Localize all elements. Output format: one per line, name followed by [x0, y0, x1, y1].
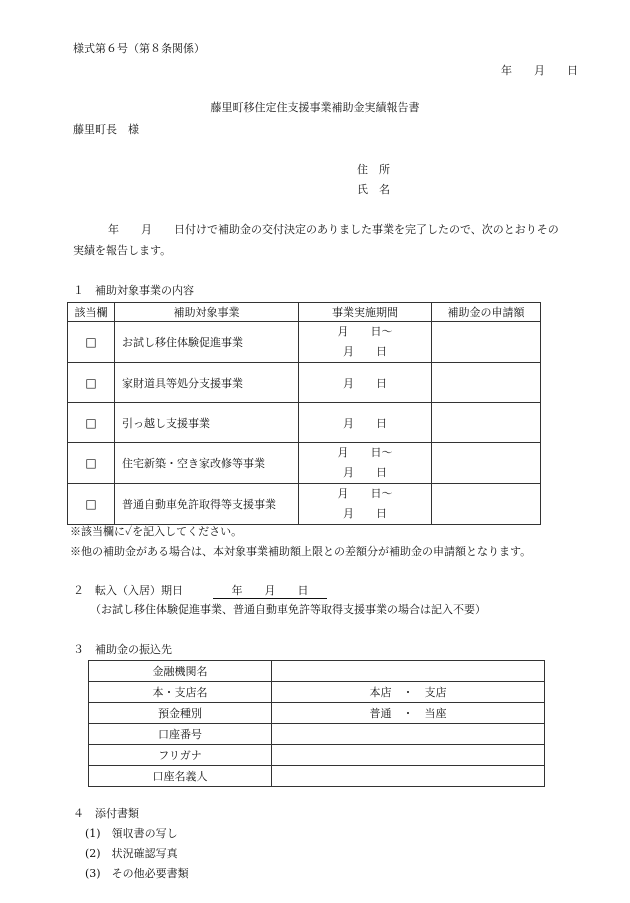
bank-row [89, 661, 545, 682]
table-row [68, 484, 541, 525]
date-line: 年 月 日 [501, 64, 578, 77]
period-end: 月 日 [343, 466, 387, 479]
table-row [68, 403, 541, 443]
bank-row [89, 703, 545, 724]
name-label: 氏 名 [357, 183, 390, 196]
bank-row [89, 682, 545, 703]
section3-heading: ３ 補助金の振込先 [73, 643, 172, 656]
table-row [68, 443, 541, 484]
bank-row-label: フリガナ [89, 745, 272, 766]
bank-row-value[interactable]: 普通 ・ 当座 [272, 703, 545, 724]
bank-row-value[interactable] [272, 745, 545, 766]
table-row [68, 322, 541, 363]
header-applicable: 該当欄 [68, 303, 115, 322]
amount-cell[interactable] [432, 484, 541, 525]
checkbox[interactable]: □ [85, 335, 97, 349]
bank-row-label: 預金種別 [89, 703, 272, 724]
period-start: 月 日～ [337, 446, 393, 459]
period-date: 月 日 [299, 403, 432, 443]
checkbox[interactable]: □ [85, 497, 97, 511]
subsidy-project-table [67, 302, 541, 525]
amount-cell[interactable] [432, 403, 541, 443]
bank-row [89, 766, 545, 787]
project-name: お試し移住体験促進事業 [115, 322, 299, 363]
bank-row-value[interactable] [272, 766, 545, 787]
header-project: 補助対象事業 [115, 303, 299, 322]
period-date: 月 日 [299, 363, 432, 403]
bank-row [89, 745, 545, 766]
bank-row [89, 724, 545, 745]
body-text-line-1: 年 月 日付けで補助金の交付決定のありました事業を完了したので、次のとおりその [108, 223, 559, 236]
period-end: 月 日 [343, 507, 387, 520]
body-text-line-2: 実績を報告します。 [73, 244, 172, 257]
section2-label: ２ 転入（入居）期日 [73, 584, 183, 597]
attachment-item: (2) 状況確認写真 [85, 847, 178, 860]
period-start: 月 日～ [337, 325, 393, 338]
bank-row-label: 金融機関名 [89, 661, 272, 682]
amount-cell[interactable] [432, 363, 541, 403]
bank-row-value[interactable]: 本店 ・ 支店 [272, 682, 545, 703]
bank-row-label: 口座名義人 [89, 766, 272, 787]
address-label: 住 所 [357, 163, 390, 176]
bank-row-value[interactable] [272, 724, 545, 745]
attachment-item: (3) その他必要書類 [85, 867, 189, 880]
project-name: 引っ越し支援事業 [115, 403, 299, 443]
note-other-subsidy: ※他の補助金がある場合は、本対象事業補助額上限との差額分が補助金の申請額となります。 [70, 545, 532, 558]
addressee: 藤里町長 様 [73, 123, 139, 136]
amount-cell[interactable] [432, 443, 541, 484]
checkbox[interactable]: □ [85, 415, 97, 430]
bank-row-label: 口座番号 [89, 724, 272, 745]
attachment-item: (1) 領収書の写し [85, 827, 178, 840]
bank-transfer-table [88, 660, 545, 787]
checkbox[interactable]: □ [85, 456, 97, 470]
bank-row-value[interactable] [272, 661, 545, 682]
note-checkmark: ※該当欄に✓を記入してください。 [70, 525, 243, 538]
section2-note: （お試し移住体験促進事業、普通自動車免許等取得支援事業の場合は記入不要） [90, 603, 486, 616]
checkbox[interactable]: □ [85, 375, 97, 390]
bank-row-label: 本・支店名 [89, 682, 272, 703]
table-header-row [68, 303, 541, 322]
table-row [68, 363, 541, 403]
period-start: 月 日～ [337, 487, 393, 500]
project-name: 家財道具等処分支援事業 [115, 363, 299, 403]
project-name: 住宅新築・空き家改修等事業 [115, 443, 299, 484]
amount-cell[interactable] [432, 322, 541, 363]
section4-heading: ４ 添付書類 [73, 807, 139, 820]
form-number: 様式第６号（第８条関係） [73, 42, 205, 55]
header-amount: 補助金の申請額 [432, 303, 541, 322]
section1-heading: １ 補助対象事業の内容 [73, 284, 194, 297]
page-title: 藤里町移住定住支援事業補助金実績報告書 [210, 101, 420, 114]
period-end: 月 日 [343, 345, 387, 358]
header-period: 事業実施期間 [299, 303, 432, 322]
move-in-date-field[interactable]: 年 月 日 [213, 584, 327, 599]
project-name: 普通自動車免許取得等支援事業 [115, 484, 299, 525]
